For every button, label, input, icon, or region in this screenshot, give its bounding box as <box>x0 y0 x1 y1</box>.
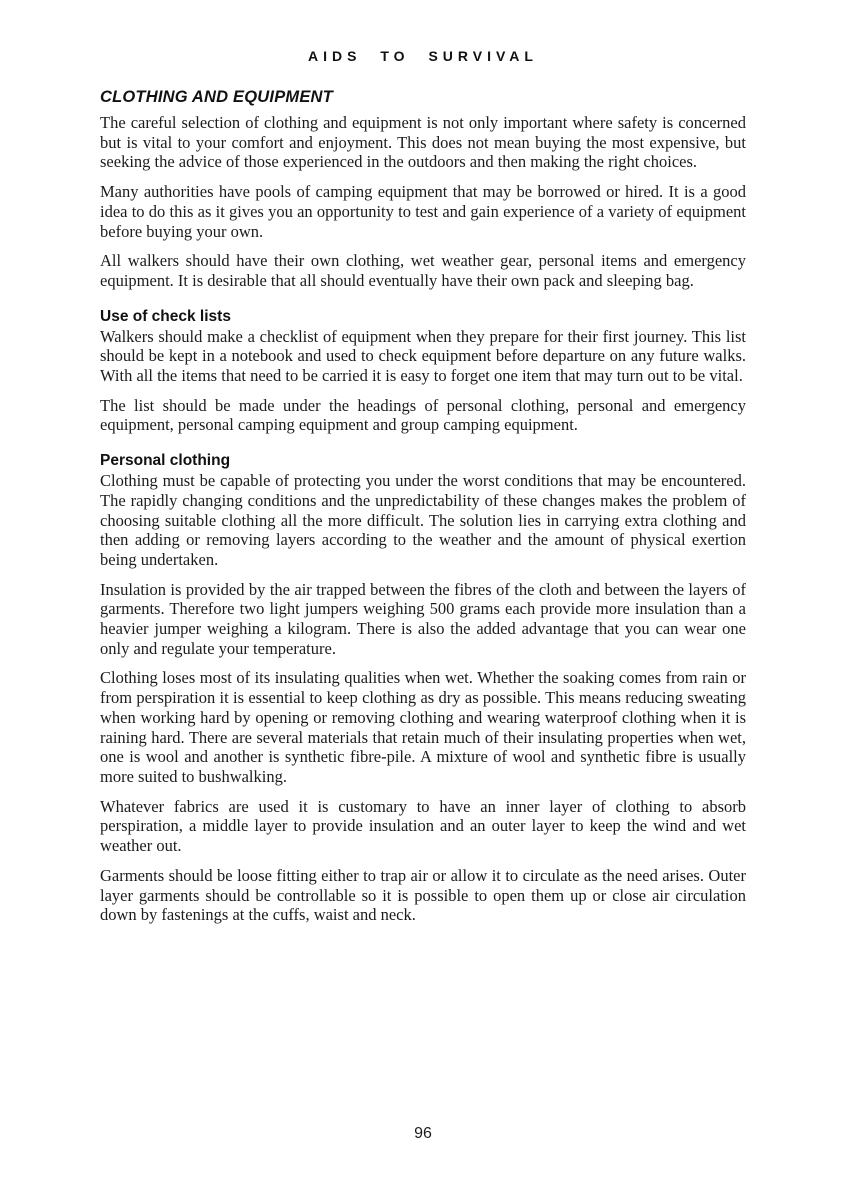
paragraph: Many authorities have pools of camping equipment that may be borrowed or hired. It is a good idea to do this as it gives you an opportunity to test and gain experience of a variety of equipment before buying your own. <box>100 182 746 241</box>
section-heading-use-of-check-lists: Use of check lists <box>100 307 231 325</box>
main-heading: CLOTHING AND EQUIPMENT <box>100 88 333 106</box>
paragraph: Clothing must be capable of protecting you under the worst conditions that may be encountered. The rapidly changing conditions and the unpredictability of these changes makes the problem of choosing suitable clothing all the more difficult. The solution lies in carrying extra clothing and then adding or removing layers according to the weather and the amount of physical exertion being undertaken. <box>100 471 746 569</box>
paragraph: Whatever fabrics are used it is customary to have an inner layer of clothing to absorb perspiration, a middle layer to provide insulation and an outer layer to keep the wind and wet weather out. <box>100 796 746 856</box>
paragraph: Garments should be loose fitting either to trap air or allow it to circulate as the need arises. Outer layer garments should be controllable so it is possible to open them up or close air circulation down by fastenings at the cuffs, waist and neck. <box>100 865 746 925</box>
paragraph: Insulation is provided by the air trapped between the fibres of the cloth and between the layers of garments. Therefore two light jumpers weighing 500 grams each provide more insulation than a heavier jumper weighing a kilogram. There is also the added advantage that you can wear one only and regulate your temperature. <box>100 579 746 658</box>
section-heading-personal-clothing: Personal clothing <box>100 452 231 470</box>
page-number: 96 <box>414 1125 432 1142</box>
running-header: AIDS TO SURVIVAL <box>308 48 538 64</box>
paragraph: All walkers should have their own clothing, wet weather gear, personal items and emergency equipment. It is desirable that all should eventually have their own pack and sleeping bag. <box>100 251 746 290</box>
page-content <box>100 88 746 935</box>
paragraph: The list should be made under the headings of personal clothing, personal and emergency equipment, personal camping equipment and group camping equipment. <box>100 395 746 435</box>
paragraph: The careful selection of clothing and equipment is not only important where safety is concerned but is vital to your comfort and enjoyment. This does not mean buying the most expensive, but seeking the advice of those experienced in the outdoors and then making the right choices. <box>100 113 746 172</box>
paragraph: Walkers should make a checklist of equipment when they prepare for their first journey. This list should be kept in a notebook and used to check equipment before departure on any future walks. With all the items that need to be carried it is easy to forget one item that may turn out to be vital. <box>100 326 746 386</box>
paragraph: Clothing loses most of its insulating qualities when wet. Whether the soaking comes from rain or from perspiration it is essential to keep clothing as dry as possible. This means reducing sweating when working hard by opening or removing clothing and wearing waterproof clothing when it is raining hard. There are several materials that retain much of their insulating properties when wet, one is wool and another is synthetic fibre-pile. A mixture of wool and synthetic fibre is usually more suited to bushwalking. <box>100 668 746 786</box>
